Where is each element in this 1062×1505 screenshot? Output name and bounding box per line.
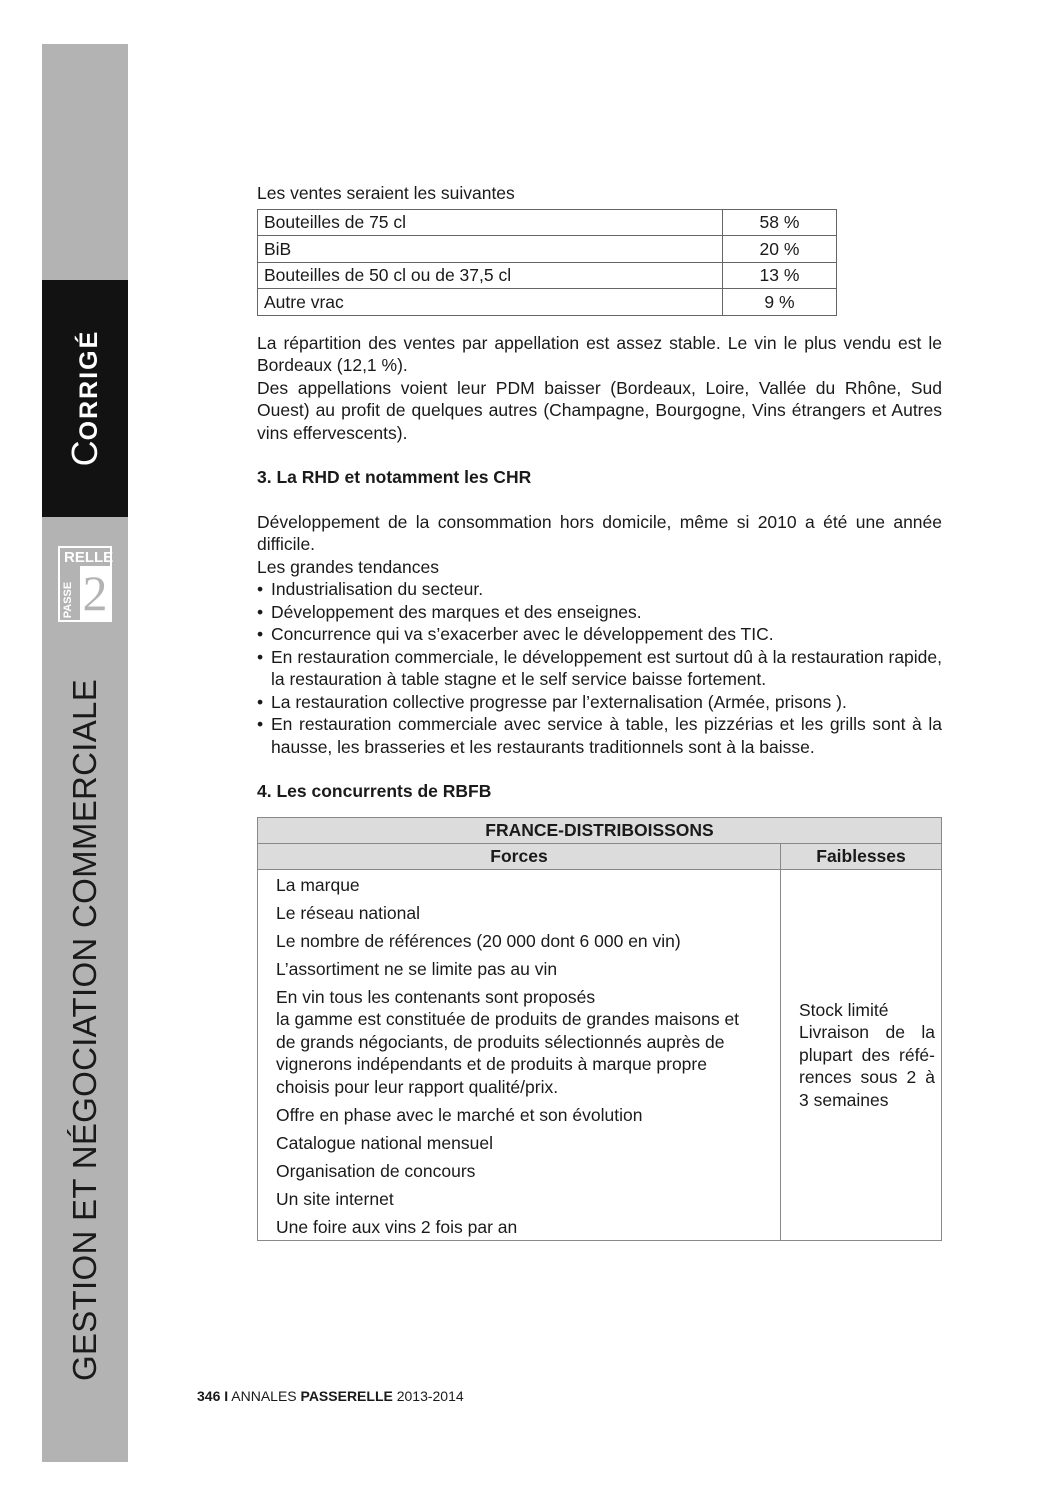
force-item: Le réseau national [276,902,420,923]
section-label [64,330,106,467]
section-heading: 3. La RHD et notamment les CHR [257,467,532,487]
page-number: 346 [197,1388,221,1404]
force-item: la gamme est constituée de produits de grandes maisons et de grands négociants, de produits sélectionnés auprès de vignerons indépendants et de produits à marque propre choisis pour leur rapport qualité/prix. [276,1009,740,1097]
force-item: Catalogue national mensuel [276,1132,493,1153]
table-row [258,869,942,1241]
logo-side-text: PASSE [62,581,74,619]
list-item: • En restauration commerciale avec service à table, les pizzérias et les grills sont à la hausse, les brasseries et les restaurants traditionnels sont à la baisse. [257,713,942,758]
table-row [258,236,837,263]
sales-value: 13 % [723,262,837,289]
force-item: Offre en phase avec le marché et son évolution [276,1104,643,1125]
force-item: Une foire aux vins 2 fois par an [276,1216,518,1237]
paragraph: Développement de la consommation hors domicile, même si 2010 a été une année difficile. [257,511,942,554]
section-label-initial: C [64,440,105,467]
list-item: • La restauration collective progresse par l’externalisation (Armée, prisons ). [257,691,942,714]
section-heading: 4. Les concurrents de RBFB [257,781,492,801]
sales-value: 9 % [723,289,837,316]
faiblesse-item: Stock limité [799,999,889,1020]
force-item: Le nombre de références (20 000 dont 6 000 en vin) [276,930,681,951]
passerelle-logo [58,546,112,622]
logo-top-text: RELLE [64,549,114,566]
column-header-forces: Forces [258,843,781,869]
sales-intro: Les ventes seraient les suivantes [257,183,515,203]
faiblesses-cell [781,869,942,1241]
list-item: • Industrialisation du secteur. [257,578,942,601]
sales-label: Autre vrac [258,289,723,316]
force-item: Un site internet [276,1188,394,1209]
page-footer [197,1388,464,1404]
section-label-rest: ORRIGÉ [75,329,103,441]
table-header-row [258,843,942,869]
faiblesse-item: Livraison de la plupart des réfé-rences sous 2 à 3 semaines [799,1022,935,1110]
sales-value: 20 % [723,236,837,263]
footer-year: 2013-2014 [396,1388,464,1404]
force-item: L’assortiment ne se limite pas au vin [276,958,558,979]
footer-separator: I [224,1388,229,1404]
table-header-row [258,817,942,843]
sales-table [257,209,837,316]
sales-label: Bouteilles de 75 cl [258,209,723,236]
paragraph: Des appellations voient leur PDM baisser (Bordeaux, Loire, Vallée du Rhône, Sud Ouest) au profit de quelques autres (Champagne, Bourgogne, Vins étrangers et Autres vins effervescents). [257,377,942,443]
vertical-subject-title: GESTION ET NÉGOCIATION COMMERCIALE [66,678,103,1382]
list-item: • Concurrence qui va s’exacerber avec le développement des TIC. [257,623,942,646]
list-item: • En restauration commerciale, le développement est surtout dû à la restauration rapide, la restauration à table stagne et le self service baisse fortement. [257,646,942,691]
table-row [258,262,837,289]
trends-list [257,578,942,758]
competitor-table [257,817,942,1242]
paragraph: La répartition des ventes par appellation est assez stable. Le vin le plus vendu est le Bordeaux (12,1 %). [257,332,942,375]
column-header-faiblesses: Faiblesses [781,843,942,869]
force-item: La marque [276,874,360,895]
force-item: En vin tous les contenants sont proposés [276,986,596,1007]
company-name: FRANCE-DISTRIBOISSONS [258,817,942,843]
list-item: • Développement des marques et des enseignes. [257,601,942,624]
force-item: Organisation de concours [276,1160,476,1181]
footer-annales: ANNALES [231,1388,297,1404]
forces-cell [258,869,781,1241]
sales-label: Bouteilles de 50 cl ou de 37,5 cl [258,262,723,289]
table-row [258,209,837,236]
logo-number: 2 [80,566,110,620]
trends-label: Les grandes tendances [257,556,439,577]
page-content [257,182,942,1241]
table-row [258,289,837,316]
sales-value: 58 % [723,209,837,236]
footer-brand: PASSERELLE [300,1388,393,1404]
sales-label: BiB [258,236,723,263]
